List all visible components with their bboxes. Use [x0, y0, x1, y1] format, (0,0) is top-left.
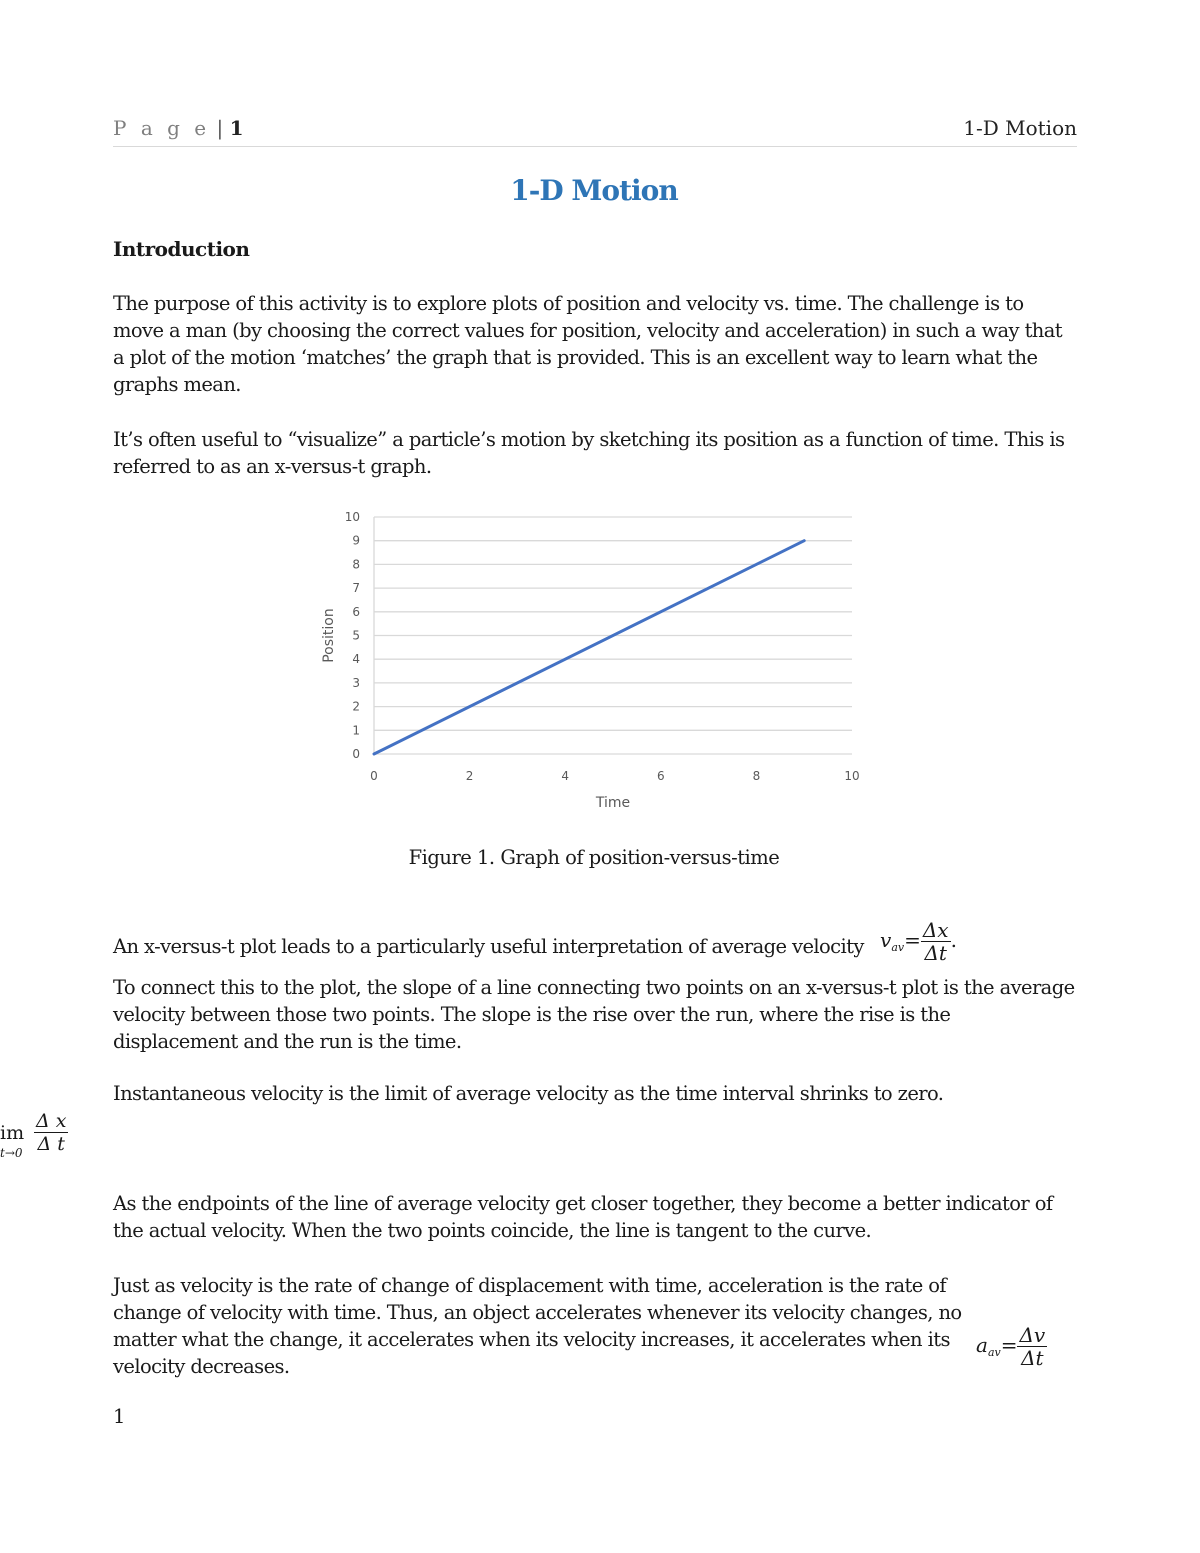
page-header	[113, 116, 1077, 147]
paragraph-slope: To connect this to the plot, the slope of a line connecting two points on an x-versus-t plot is the average velocity between those two points. The slope is the rise over the run, where the rise is the displacement and the run is the time.	[113, 976, 1075, 1053]
x-tick-label: 10	[844, 769, 860, 783]
paragraph-endpoints: As the endpoints of the line of average velocity get closer together, they become a better indicator of the actual velocity. When the two points coincide, the line is tangent to the curve.	[113, 1192, 1053, 1242]
y-tick-label: 8	[352, 557, 360, 572]
header-doc-title: 1-D Motion	[963, 116, 1077, 140]
x-tick-label: 2	[465, 769, 474, 783]
paragraph-purpose: The purpose of this activity is to explore plots of position and velocity vs. time. The challenge is to move a man (by choosing the correct values for position, velocity and acceleration) in such a way that a plot of the motion ‘matches’ the graph that is provided. This is an excellent way to learn what the graphs mean.	[113, 292, 1063, 396]
average-velocity-formula	[880, 919, 957, 964]
position-time-chart	[300, 500, 880, 820]
formula-a-subscript: av	[987, 1346, 1001, 1359]
footer-page-number: 1	[113, 1405, 126, 1428]
section-heading-introduction: Introduction	[113, 237, 250, 261]
y-axis-title: Position	[321, 608, 337, 663]
x-tick-label: 8	[752, 769, 761, 783]
figure-caption: Figure 1. Graph of position-versus-time	[408, 846, 780, 869]
formula-v-subscript: av	[891, 941, 905, 954]
x-tick-label: 4	[561, 769, 570, 783]
formula-a-symbol: a	[976, 1333, 988, 1357]
formula-a-denominator: Δt	[1021, 1346, 1044, 1370]
y-tick-label: 2	[352, 699, 360, 714]
paragraph-average-velocity: An x-versus-t plot leads to a particularly useful interpretation of average velocity	[113, 935, 864, 958]
formula-v-fraction	[921, 919, 951, 964]
limit-subscript: t→0	[0, 1146, 23, 1160]
y-tick-label: 0	[352, 747, 360, 761]
y-tick-label: 3	[352, 675, 360, 690]
formula-v-numerator: Δx	[922, 918, 949, 942]
header-page-label	[113, 116, 243, 140]
y-tick-label: 6	[352, 604, 360, 619]
formula-v-equals: =	[904, 928, 921, 952]
chart-svg	[300, 500, 880, 820]
document-title: 1-D Motion	[510, 174, 678, 207]
formula-a-numerator: Δv	[1019, 1323, 1046, 1347]
y-tick-label: 10	[344, 510, 360, 524]
y-tick-label: 1	[352, 723, 360, 738]
x-tick-label: 6	[656, 769, 665, 783]
paragraph-acceleration: Just as velocity is the rate of change of displacement with time, acceleration is the rate of change of velocity with time. Thus, an object accelerates whenever its velocity changes, no matter what the change, it accelerates when its velocity increases, it accelerates when its velocity decreases.	[113, 1274, 962, 1378]
limit-denominator: Δ t	[37, 1133, 65, 1155]
y-tick-label: 9	[352, 533, 360, 548]
formula-v-denominator: Δt	[924, 941, 947, 965]
series-line	[374, 541, 804, 754]
x-axis-title: Time	[595, 795, 631, 811]
formula-a-fraction	[1017, 1324, 1047, 1369]
y-tick-label: 5	[352, 628, 360, 643]
limit-word: im	[0, 1122, 25, 1144]
limit-fraction	[34, 1110, 68, 1155]
header-page-word: P a g e	[113, 116, 211, 140]
header-separator: |	[216, 116, 224, 140]
x-tick-label: 0	[370, 769, 378, 783]
formula-v-symbol: v	[880, 928, 892, 952]
y-tick-label: 4	[352, 652, 360, 667]
paragraph-visualize: It’s often useful to “visualize” a particle’s motion by sketching its position as a function of time. This is referred to as an x-versus-t graph.	[113, 428, 1065, 478]
limit-numerator: Δ x	[36, 1110, 67, 1132]
formula-a-equals: =	[1000, 1333, 1018, 1357]
y-tick-label: 7	[352, 581, 360, 596]
average-acceleration-formula	[976, 1324, 1047, 1369]
limit-formula	[0, 1108, 80, 1162]
formula-v-period: .	[950, 928, 957, 952]
paragraph-instantaneous: Instantaneous velocity is the limit of average velocity as the time interval shrinks to zero.	[113, 1082, 944, 1105]
header-page-number: 1	[229, 116, 244, 140]
